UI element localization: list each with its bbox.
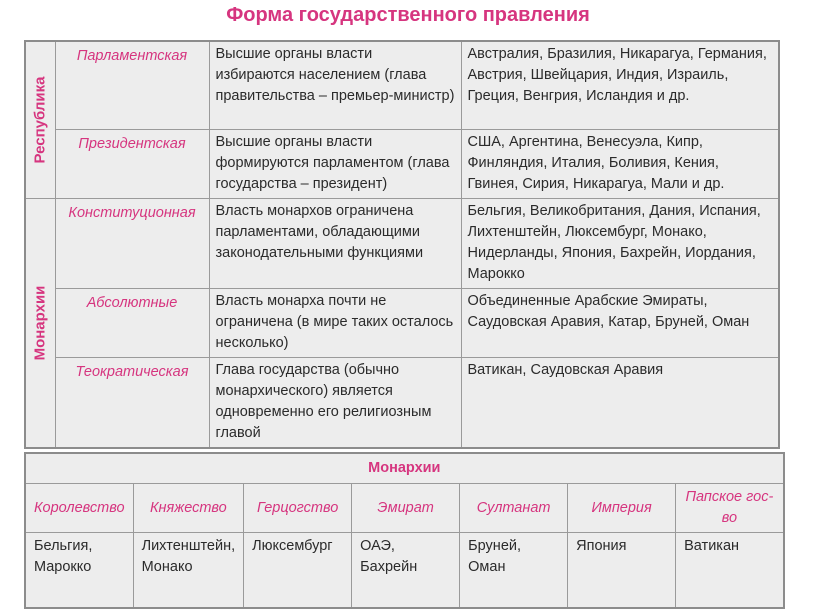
form-type: Теократическая: [55, 357, 209, 448]
form-type: Президентская: [55, 129, 209, 198]
monarchy-examples: Люксембург: [244, 533, 352, 609]
monarchy-examples: Бруней, Оман: [460, 533, 568, 609]
table-row: [25, 288, 779, 357]
table-header-row: [25, 453, 784, 484]
monarchy-type: Эмират: [352, 484, 460, 533]
group-label-monarchy: Монархии: [31, 285, 49, 360]
form-examples: Австралия, Бразилия, Никарагуа, Германия, Австрия, Швейцария, Индия, Израиль, Греция, Венгрия, Исландия и др.: [461, 41, 779, 129]
form-description: Власть монарха почти не ограничена (в мире таких осталось несколько): [209, 288, 461, 357]
monarchy-table-header: Монархии: [25, 453, 784, 484]
monarchy-examples: Ватикан: [676, 533, 784, 609]
monarchy-type: Папское гос-во: [676, 484, 784, 533]
form-description: Высшие органы власти избираются населением (глава правительства – премьер-министр): [209, 41, 461, 129]
monarchy-type: Султанат: [460, 484, 568, 533]
table-row: [25, 198, 779, 288]
group-label-republic: Республика: [31, 76, 49, 164]
table-row: [25, 41, 779, 129]
monarchy-types-table: [24, 452, 785, 609]
form-examples: Объединенные Арабские Эмираты, Саудовская Аравия, Катар, Бруней, Оман: [461, 288, 779, 357]
table-row: [25, 533, 784, 609]
form-type: Абсолютные: [55, 288, 209, 357]
table-row: [25, 357, 779, 448]
form-description: Власть монархов ограничена парламентами, обладающими законодательными функциями: [209, 198, 461, 288]
form-examples: Бельгия, Великобритания, Дания, Испания, Лихтенштейн, Люксембург, Монако, Нидерланды, Япония, Бахрейн, Иордания, Марокко: [461, 198, 779, 288]
form-description: Высшие органы власти формируются парламентом (глава государства – президент): [209, 129, 461, 198]
page-title: Форма государственного правления: [226, 4, 590, 26]
form-examples: Ватикан, Саудовская Аравия: [461, 357, 779, 448]
group-label-cell: [25, 41, 55, 198]
monarchy-type: Королевство: [25, 484, 133, 533]
monarchy-type: Герцогство: [244, 484, 352, 533]
group-label-cell: [25, 198, 55, 448]
monarchy-type: Княжество: [133, 484, 244, 533]
form-type: Парламентская: [55, 41, 209, 129]
monarchy-examples: ОАЭ, Бахрейн: [352, 533, 460, 609]
monarchy-examples: Япония: [568, 533, 676, 609]
monarchy-examples: Бельгия, Марокко: [25, 533, 133, 609]
government-forms-table: [24, 40, 780, 449]
form-examples: США, Аргентина, Венесуэла, Кипр, Финляндия, Италия, Боливия, Кения, Гвинея, Сирия, Никарагуа, Мали и др.: [461, 129, 779, 198]
form-description: Глава государства (обычно монархического) является одновременно его религиозным главой: [209, 357, 461, 448]
table-row: [25, 129, 779, 198]
monarchy-examples: Лихтенштейн, Монако: [133, 533, 244, 609]
form-type: Конституционная: [55, 198, 209, 288]
table-row: [25, 484, 784, 533]
monarchy-type: Империя: [568, 484, 676, 533]
